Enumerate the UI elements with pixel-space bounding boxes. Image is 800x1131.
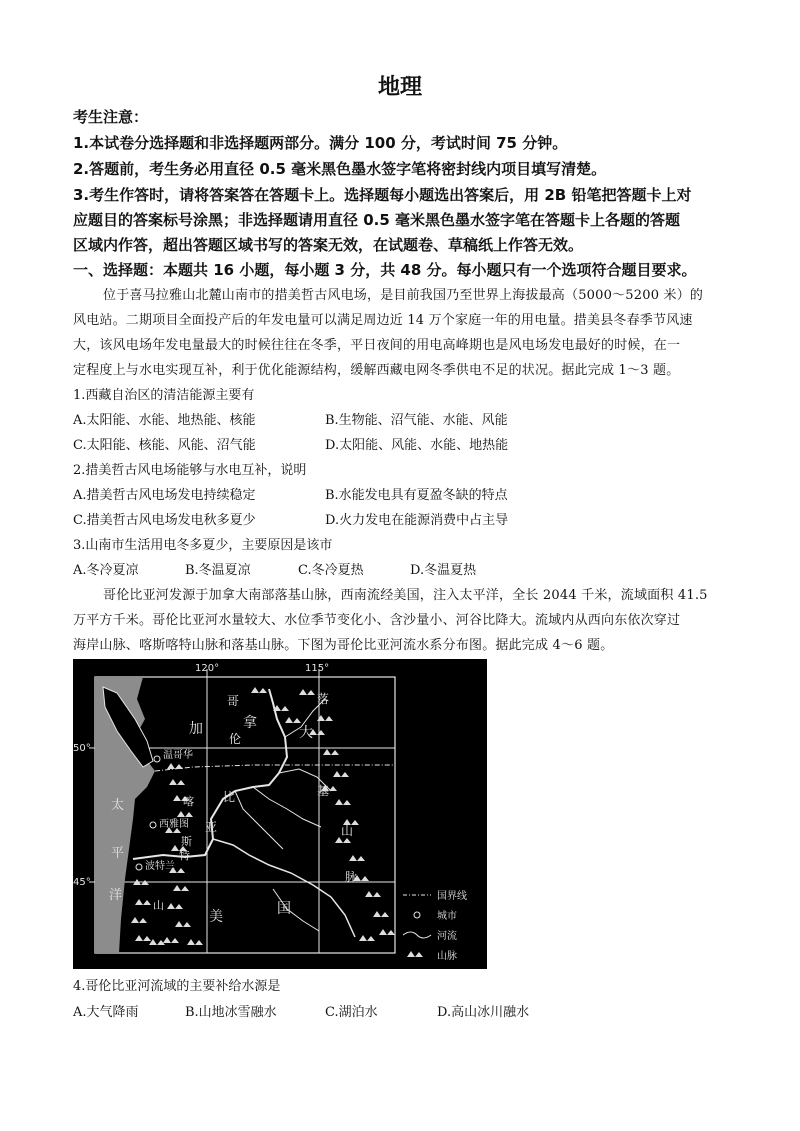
- label-luo: 落: [317, 692, 330, 706]
- label-shan2: 山: [153, 899, 164, 912]
- label-da: 大: [299, 725, 313, 741]
- section-heading: 一、选择题：本题共 16 小题，每小题 3 分，共 48 分。每小题只有一个选项符合题目要求。: [73, 261, 697, 279]
- label-shan: 山: [341, 824, 354, 838]
- label-vancouver: 温哥华: [163, 750, 193, 761]
- q2-option-c: C.措美哲古风电场发电秋多夏少: [73, 513, 256, 528]
- q2-stem: 2.措美哲古风电场能够与水电互补，说明: [73, 463, 307, 478]
- passage1-line-3: 大，该风电场年发电量最大的时候往往在冬季，平日夜间的用电高峰期也是风电场发电最好的时候，在一: [73, 338, 681, 353]
- passage1-line-1: 位于喜马拉雅山北麓山南市的措美哲古风电场，是目前我国乃至世界上海拔最高（5000～5200 米）的: [103, 288, 704, 303]
- city-seattle-marker: [150, 822, 156, 828]
- label-ji: 基: [317, 784, 330, 798]
- label-ya: 亚: [205, 820, 218, 834]
- legend-mountain-label: 山脉: [437, 951, 457, 962]
- notice-item-3: 3.考生作答时，请将答案答在答题卡上。选择题每小题选出答案后，用 2B 铅笔把答题卡上对: [73, 186, 692, 204]
- label-ka: 喀: [183, 795, 194, 808]
- q1-option-b: B.生物能、沼气能、水能、风能: [325, 413, 508, 428]
- snake-river: [213, 839, 358, 937]
- passage1-line-4: 定程度上与水电实现互补，利于优化能源结构，缓解西藏电网冬季供电不足的状况。据此完成 1～3 题。: [73, 363, 680, 378]
- q4-stem: 4.哥伦比亚河流域的主要补给水源是: [73, 979, 281, 994]
- tributary-2: [253, 787, 321, 827]
- q3-option-d: D.冬温夏热: [410, 563, 477, 578]
- legend-border-label: 国界线: [437, 891, 467, 902]
- q2-option-b: B.水能发电具有夏盈冬缺的特点: [325, 488, 508, 503]
- q4-option-b: B.山地冰雪融水: [185, 1005, 277, 1020]
- page-title: 地理: [377, 75, 422, 100]
- city-portland-marker: [136, 864, 142, 870]
- label-lun: 伦: [229, 732, 242, 746]
- passage2-line-3: 海岸山脉、喀斯喀特山脉和落基山脉。下图为哥伦比亚河流水系分布图。据此完成 4～6 题。: [73, 638, 614, 653]
- notice-item-3-cont: 应题目的答案标号涂黑；非选择题请用直径 0.5 毫米黑色墨水签字笔在答题卡上各题的答题: [73, 211, 681, 229]
- lon-label-120: 120°: [195, 663, 220, 674]
- border-line: [155, 765, 395, 771]
- q1-option-a: A.太阳能、水能、地热能、核能: [73, 413, 256, 428]
- q3-option-a: A.冬冷夏凉: [73, 563, 139, 578]
- legend-river-label: 河流: [437, 931, 457, 942]
- notice-item-3-cont2: 区域内作答，超出答题区域书写的答案无效，在试题卷、草稿纸上作答无效。: [73, 236, 584, 254]
- q3-stem: 3.山南市生活用电冬多夏少，主要原因是该市: [73, 538, 333, 553]
- q3-option-b: B.冬温夏凉: [185, 563, 251, 578]
- tributary-1: [235, 791, 283, 849]
- q2-option-a: A.措美哲古风电场发电持续稳定: [73, 488, 256, 503]
- notice-item-2: 2.答题前，考生务必用直径 0.5 毫米黑色墨水签字笔将密封线内项目填写清楚。: [73, 160, 607, 178]
- label-tai: 太: [111, 798, 125, 813]
- label-mei: 美: [209, 909, 223, 925]
- label-portland: 波特兰: [145, 861, 175, 872]
- map-svg: [73, 659, 487, 969]
- legend-city-symbol: [414, 912, 420, 918]
- q2-option-d: D.火力发电在能源消费中占主导: [325, 513, 509, 528]
- lat-label-45: 45°: [73, 877, 91, 888]
- label-mai: 脉: [345, 870, 358, 884]
- map-legend: [403, 889, 467, 962]
- rocky-mountains: [251, 687, 395, 941]
- legend-river-symbol: [403, 932, 431, 938]
- notice-heading: 考生注意：: [73, 108, 149, 126]
- notice-item-1: 1.本试卷分选择题和非选择题两部分。满分 100 分，考试时间 75 分钟。: [73, 134, 568, 152]
- q1-option-c: C.太阳能、核能、风能、沼气能: [73, 438, 256, 453]
- q4-option-c: C.湖泊水: [325, 1005, 378, 1020]
- columbia-river-map: [73, 659, 487, 969]
- q4-option-a: A.大气降雨: [73, 1005, 139, 1020]
- label-seattle: 西雅图: [159, 819, 189, 830]
- q1-stem: 1.西藏自治区的清洁能源主要有: [73, 388, 255, 403]
- label-guo: 国: [277, 901, 291, 917]
- q1-option-d: D.太阳能、风能、水能、地热能: [325, 438, 509, 453]
- city-vancouver-marker: [154, 756, 160, 762]
- passage1-line-2: 风电站。二期项目全面投产后的年发电量可以满足周边近 14 万个家庭一年的用电量。措美县冬春季节风速: [73, 313, 693, 328]
- label-bi: 比: [223, 790, 236, 804]
- q3-option-c: C.冬冷夏热: [298, 563, 364, 578]
- lon-label-115: 115°: [305, 663, 330, 674]
- label-ge: 哥: [227, 694, 240, 708]
- legend-city-label: 城市: [437, 911, 457, 922]
- label-na: 拿: [243, 715, 257, 731]
- label-te: 特: [179, 849, 190, 862]
- legend-mountain-symbol: [407, 951, 423, 957]
- label-yang: 洋: [109, 888, 123, 903]
- label-ping: 平: [111, 846, 125, 861]
- coast-mountains: [131, 879, 203, 945]
- label-jia: 加: [189, 721, 203, 737]
- label-si: 斯: [181, 835, 192, 848]
- passage2-line-2: 万平方千米。哥伦比亚河水量较大、水位季节变化小、含沙量小、河谷比降大。流域内从西向东依次穿过: [73, 613, 681, 628]
- q4-option-d: D.高山冰川融水: [437, 1005, 530, 1020]
- passage2-line-1: 哥伦比亚河发源于加拿大南部落基山脉，西南流经美国，注入太平洋，全长 2044 千米，流域面积 41.5: [103, 588, 708, 603]
- lat-label-50: 50°: [73, 743, 91, 754]
